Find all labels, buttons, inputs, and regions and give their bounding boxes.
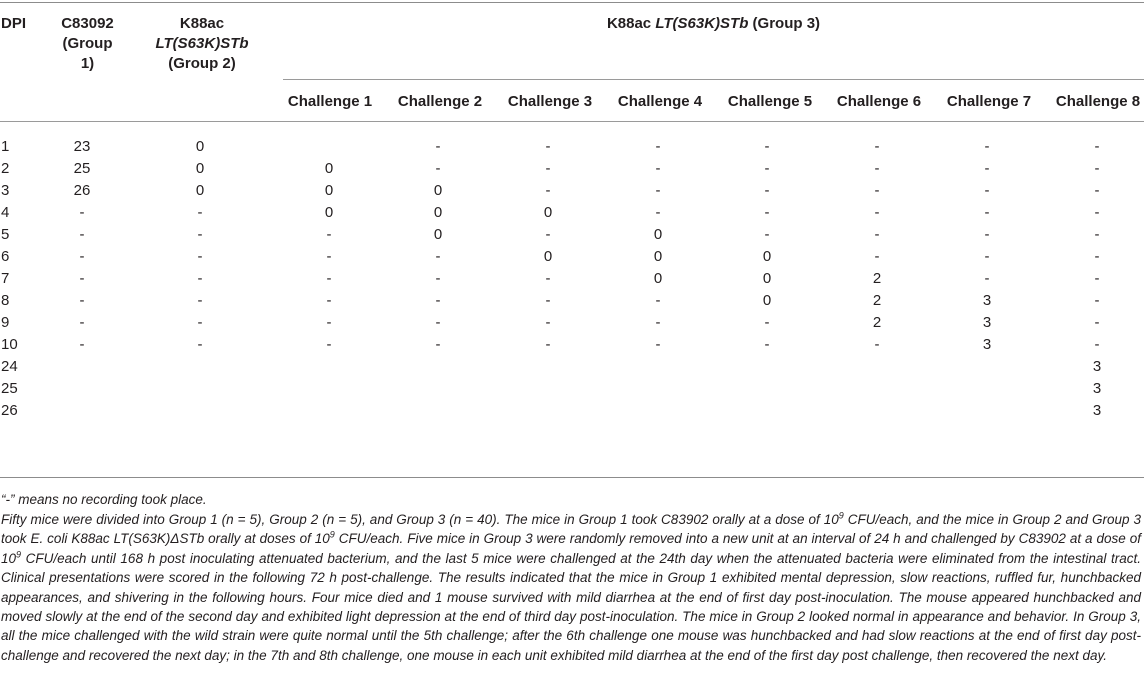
table-cell: - — [1094, 336, 1100, 353]
header-challenge-8: Challenge 8 — [1055, 93, 1141, 110]
table-cell: - — [984, 182, 990, 199]
dpi-cell: 2 — [1, 160, 10, 177]
table-cell: - — [655, 138, 661, 155]
table-cell: - — [1094, 248, 1100, 265]
table-cell: - — [197, 226, 203, 243]
header-group-3 — [283, 14, 1144, 34]
table-cell: - — [984, 226, 990, 243]
table-cell: - — [1094, 270, 1100, 287]
table-cell: - — [764, 314, 770, 331]
table-cell: 2 — [872, 292, 882, 309]
table-cell: - — [874, 204, 880, 221]
table-cell: 3 — [982, 336, 992, 353]
table-cell: - — [326, 336, 332, 353]
table-cell: 0 — [195, 138, 205, 155]
header-group-2-strain: LT(S63K)STb — [155, 35, 249, 52]
table-cell: - — [655, 182, 661, 199]
table-cell: - — [435, 314, 441, 331]
table-cell: 0 — [433, 226, 443, 243]
table-cell: - — [1094, 204, 1100, 221]
header-dpi: DPI — [1, 15, 27, 32]
table-cell: - — [545, 292, 551, 309]
dpi-cell: 26 — [1, 402, 18, 419]
header-challenge-4: Challenge 4 — [617, 93, 703, 110]
dpi-cell: 3 — [1, 182, 10, 199]
dpi-cell: 25 — [1, 380, 18, 397]
table-cell: 2 — [872, 270, 882, 287]
table-cell: - — [435, 270, 441, 287]
table-cell: - — [197, 270, 203, 287]
table-cell: - — [655, 314, 661, 331]
footnote-dash-meaning: “-” means no recording took place. — [1, 492, 207, 507]
table-cell: - — [435, 160, 441, 177]
dpi-cell: 8 — [1, 292, 10, 309]
desc-sup-2: 9 — [329, 529, 335, 540]
table-cell: - — [874, 226, 880, 243]
table-cell: - — [1094, 138, 1100, 155]
table-cell: - — [545, 270, 551, 287]
table-cell: - — [79, 270, 85, 287]
table-cell: 0 — [762, 270, 772, 287]
table-cell: 3 — [1092, 358, 1102, 375]
table-cell: - — [874, 160, 880, 177]
table-cell: - — [984, 204, 990, 221]
table-cell: - — [764, 182, 770, 199]
table-cell: - — [197, 292, 203, 309]
table-top-rule — [0, 2, 1144, 3]
header-bottom-rule — [0, 121, 1144, 122]
table-cell: 0 — [433, 204, 443, 221]
dpi-cell: 1 — [1, 138, 10, 155]
table-cell: 0 — [324, 204, 334, 221]
header-challenge-7: Challenge 7 — [946, 93, 1032, 110]
table-cell: 3 — [1092, 402, 1102, 419]
table-cell: 0 — [762, 292, 772, 309]
table-cell: - — [1094, 314, 1100, 331]
table-cell: - — [197, 336, 203, 353]
table-cell: - — [79, 226, 85, 243]
table-cell: - — [655, 292, 661, 309]
table-cell: - — [764, 336, 770, 353]
table-cell: - — [435, 336, 441, 353]
desc-sup-3: 9 — [16, 549, 22, 560]
table-cell: - — [764, 138, 770, 155]
header-group-1-line-3: 1) — [80, 55, 95, 72]
table-cell: - — [984, 160, 990, 177]
table-cell: - — [545, 160, 551, 177]
table-cell: 3 — [982, 292, 992, 309]
table-cell: - — [545, 182, 551, 199]
table-cell: - — [1094, 226, 1100, 243]
table-cell: 25 — [73, 160, 91, 177]
header-challenge-2: Challenge 2 — [397, 93, 483, 110]
table-cell: - — [655, 336, 661, 353]
table-cell: - — [326, 314, 332, 331]
header-group-1-line-2: (Group — [62, 35, 113, 52]
table-cell: 0 — [324, 160, 334, 177]
table-cell: - — [79, 314, 85, 331]
header-challenge-5: Challenge 5 — [727, 93, 813, 110]
table-cell: - — [326, 270, 332, 287]
table-cell: - — [874, 138, 880, 155]
table-cell: - — [326, 226, 332, 243]
table-cell: 2 — [872, 314, 882, 331]
table-cell: 0 — [324, 182, 334, 199]
group-3-subheader-rule — [283, 79, 1144, 80]
table-cell: - — [79, 336, 85, 353]
desc-part-3: CFU/each. Five mice in Group 3 were randomly removed into a new unit at an interval of 24 h and challenged by C83902 at a dose of 10 — [1, 531, 1141, 566]
table-cell: - — [79, 204, 85, 221]
table-bottom-rule — [0, 477, 1144, 478]
table-cell: - — [874, 248, 880, 265]
table-cell: - — [984, 138, 990, 155]
dpi-cell: 6 — [1, 248, 10, 265]
table-cell: - — [874, 336, 880, 353]
table-cell: - — [764, 204, 770, 221]
table-cell: - — [874, 182, 880, 199]
table-cell: - — [655, 204, 661, 221]
table-cell: - — [326, 248, 332, 265]
header-group-1-line-1: C83092 — [61, 15, 114, 32]
table-cell: 23 — [73, 138, 91, 155]
table-cell: 0 — [543, 248, 553, 265]
table-cell: - — [197, 248, 203, 265]
desc-part-2: CFU/each, and the mice in Group 2 and Group 3 took E. coli K88ac LT(S63K)ΔSTb orally at doses of 10 — [1, 512, 1141, 547]
table-cell: - — [655, 160, 661, 177]
header-challenge-1: Challenge 1 — [287, 93, 373, 110]
footnote-description — [1, 510, 1141, 665]
table-cell: 0 — [653, 248, 663, 265]
table-cell: 3 — [1092, 380, 1102, 397]
header-group-2-name: K88ac — [179, 15, 225, 32]
dpi-cell: 10 — [1, 336, 18, 353]
header-group-3-name: K88ac — [606, 15, 656, 32]
header-group-3-label: (Group 3) — [748, 15, 821, 32]
dpi-cell: 4 — [1, 204, 10, 221]
table-cell: 0 — [195, 182, 205, 199]
header-group-3-strain: LT(S63K)STb — [655, 15, 749, 32]
table-cell: - — [1094, 292, 1100, 309]
table-cell: - — [764, 226, 770, 243]
table-cell: 0 — [653, 270, 663, 287]
table-cell: 0 — [433, 182, 443, 199]
desc-sup-1: 9 — [838, 510, 844, 521]
table-cell: - — [435, 138, 441, 155]
header-challenge-6: Challenge 6 — [836, 93, 922, 110]
dpi-cell: 7 — [1, 270, 10, 287]
table-cell: - — [545, 314, 551, 331]
header-group-2 — [142, 14, 262, 74]
table-cell: - — [435, 248, 441, 265]
table-cell: - — [1094, 160, 1100, 177]
table-cell: 0 — [653, 226, 663, 243]
table-cell: - — [764, 160, 770, 177]
table-cell: - — [984, 270, 990, 287]
desc-part-4: CFU/each until 168 h post inoculating attenuated bacterium, and the last 5 mice were challenged at the 24th day when the attenuated bacteria were eliminated from the intestinal tract. Clinical presentations were scored in the following 72 h post-challenge. The results indicated that the mice in Group 1 exhibited mental depression, slow reactions, ruffled fur, hunchbacked appearances, and shivering in the following hours. Four mice died and 1 mouse survived with mild diarrhea at the end of first day post-inoculation. The mouse appeared hunchbacked and moved slowly at the end of the second day and exhibited light depression at the end of third day post-inoculation. The mice in Group 2 looked normal in appearance and behavior. In Group 3, all the mice challenged with the wild strain were quite normal until the 5th challenge; after the 6th challenge one mouse was hunchbacked and had slow reactions at the end of first day post-challenge and recovered the next day; in the 7th and 8th challenge, one mouse in each unit exhibited mild diarrhea at the end of the first day post challenge, then recovered the next day. — [1, 550, 1141, 663]
table-cell: - — [545, 138, 551, 155]
header-challenge-3: Challenge 3 — [507, 93, 593, 110]
dpi-cell: 5 — [1, 226, 10, 243]
table-cell: - — [545, 336, 551, 353]
table-cell: - — [197, 314, 203, 331]
table-cell: - — [435, 292, 441, 309]
table-cell: - — [79, 292, 85, 309]
table-cell: 26 — [73, 182, 91, 199]
table-cell: - — [984, 248, 990, 265]
table-cell: 3 — [982, 314, 992, 331]
table-cell: - — [79, 248, 85, 265]
table-cell: - — [545, 226, 551, 243]
table-cell: - — [197, 204, 203, 221]
desc-part-1: Fifty mice were divided into Group 1 (n = 5), Group 2 (n = 5), and Group 3 (n = 40). The mice in Group 1 took C83902 orally at a dose of 10 — [1, 512, 839, 527]
header-group-2-label: (Group 2) — [168, 55, 236, 72]
table-cell: 0 — [543, 204, 553, 221]
table-cell: 0 — [195, 160, 205, 177]
table-cell: - — [326, 292, 332, 309]
dpi-cell: 9 — [1, 314, 10, 331]
dpi-cell: 24 — [1, 358, 18, 375]
table-cell: - — [1094, 182, 1100, 199]
header-group-1 — [40, 14, 135, 74]
table-cell: 0 — [762, 248, 772, 265]
